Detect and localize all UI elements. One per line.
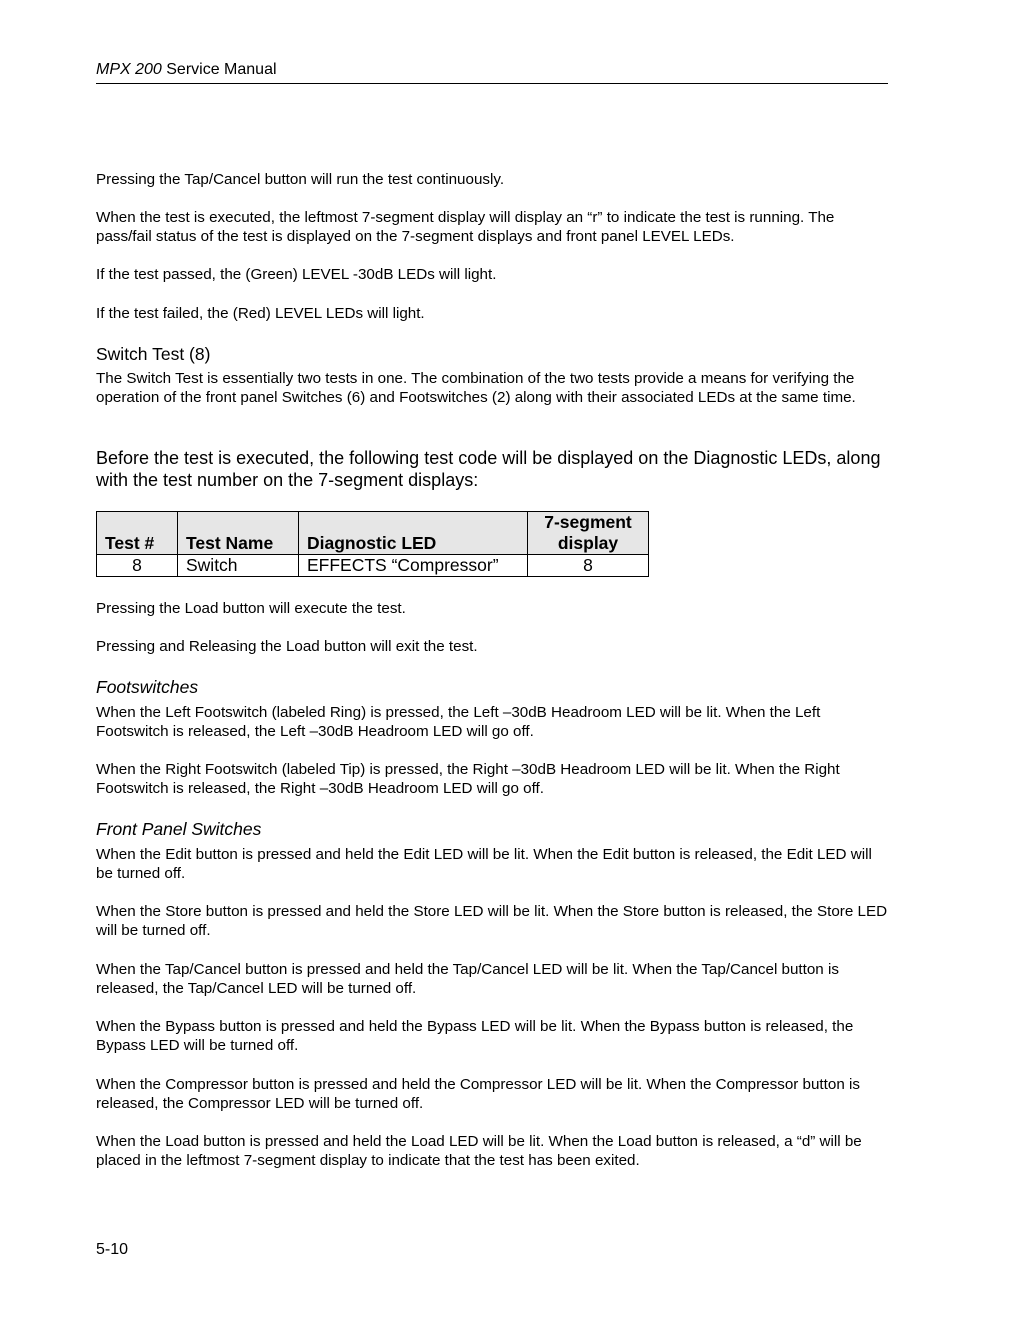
running-header [96, 61, 888, 79]
header-test-number: Test # [97, 512, 178, 555]
cell-test-name: Switch [178, 555, 299, 577]
header-7-segment: 7-segment display [528, 512, 649, 555]
header-title: Service Manual [161, 61, 277, 78]
header-rule [96, 83, 888, 84]
paragraph-compressor-button: When the Compressor button is pressed and held the Compressor LED will be lit. When the Compressor button is released, the Compressor LED will be turned off. [96, 1076, 860, 1113]
table-row [97, 555, 649, 577]
paragraph-bypass-button: When the Bypass button is pressed and held the Bypass LED will be lit. When the Bypass button is released, the Bypass LED will be turned off. [96, 1018, 854, 1055]
paragraph-test-failed: If the test failed, the (Red) LEVEL LEDs will light. [96, 305, 425, 322]
paragraph-switch-intro: The Switch Test is essentially two tests in one. The combination of the two tests provide a means for verifying the operation of the front panel Switches (6) and Footswitches (2) along with their associated LEDs at the same time. [96, 370, 856, 407]
paragraph-test-passed: If the test passed, the (Green) LEVEL -30dB LEDs will light. [96, 266, 497, 283]
paragraph-load-button: When the Load button is pressed and held the Load LED will be lit. When the Load button is released, a “d” will be placed in the leftmost 7-segment display to indicate that the test has been exited. [96, 1133, 862, 1170]
cell-diagnostic-led: EFFECTS “Compressor” [299, 555, 528, 577]
cell-test-number: 8 [97, 555, 178, 577]
paragraph-store-button: When the Store button is pressed and held the Store LED will be lit. When the Store button is released, the Store LED will be turned off. [96, 903, 888, 940]
page-number: 5-10 [96, 1241, 129, 1258]
table-header-row [97, 512, 649, 555]
header-product: MPX 200 [96, 61, 162, 78]
paragraph-test-executed: When the test is executed, the leftmost 7-segment display will display an “r” to indicate the test is running. The pass/fail status of the test is displayed on the 7-segment displays and front panel LEVEL LEDs. [96, 209, 835, 246]
manual-page [96, 0, 888, 1320]
paragraph-load-execute: Pressing the Load button will execute the test. [96, 600, 406, 617]
front-panel-heading: Front Panel Switches [96, 819, 262, 839]
paragraph-before-test: Before the test is executed, the following test code will be displayed on the Diagnostic LEDs, along with the test number on the 7-segment displays: [96, 448, 881, 490]
footswitches-heading: Footswitches [96, 677, 199, 697]
paragraph-edit-button: When the Edit button is pressed and held the Edit LED will be lit. When the Edit button is released, the Edit LED will be turned off. [96, 846, 872, 883]
paragraph-tap-cancel: Pressing the Tap/Cancel button will run the test continuously. [96, 171, 505, 188]
switch-test-heading: Switch Test (8) [96, 344, 211, 364]
paragraph-load-exit: Pressing and Releasing the Load button will exit the test. [96, 638, 478, 655]
header-test-name: Test Name [178, 512, 299, 555]
cell-7-segment: 8 [528, 555, 649, 577]
header-diagnostic-led: Diagnostic LED [299, 512, 528, 555]
paragraph-left-footswitch: When the Left Footswitch (labeled Ring) is pressed, the Left –30dB Headroom LED will be lit. When the Left Footswitch is released, the Left –30dB Headroom LED will go off. [96, 704, 821, 741]
paragraph-right-footswitch: When the Right Footswitch (labeled Tip) is pressed, the Right –30dB Headroom LED will be lit. When the Right Footswitch is released, the Right –30dB Headroom LED will go off. [96, 761, 840, 798]
test-code-table [96, 511, 649, 577]
paragraph-tap-cancel-button: When the Tap/Cancel button is pressed and held the Tap/Cancel LED will be lit. When the Tap/Cancel button is released, the Tap/Cancel LED will be turned off. [96, 961, 839, 998]
